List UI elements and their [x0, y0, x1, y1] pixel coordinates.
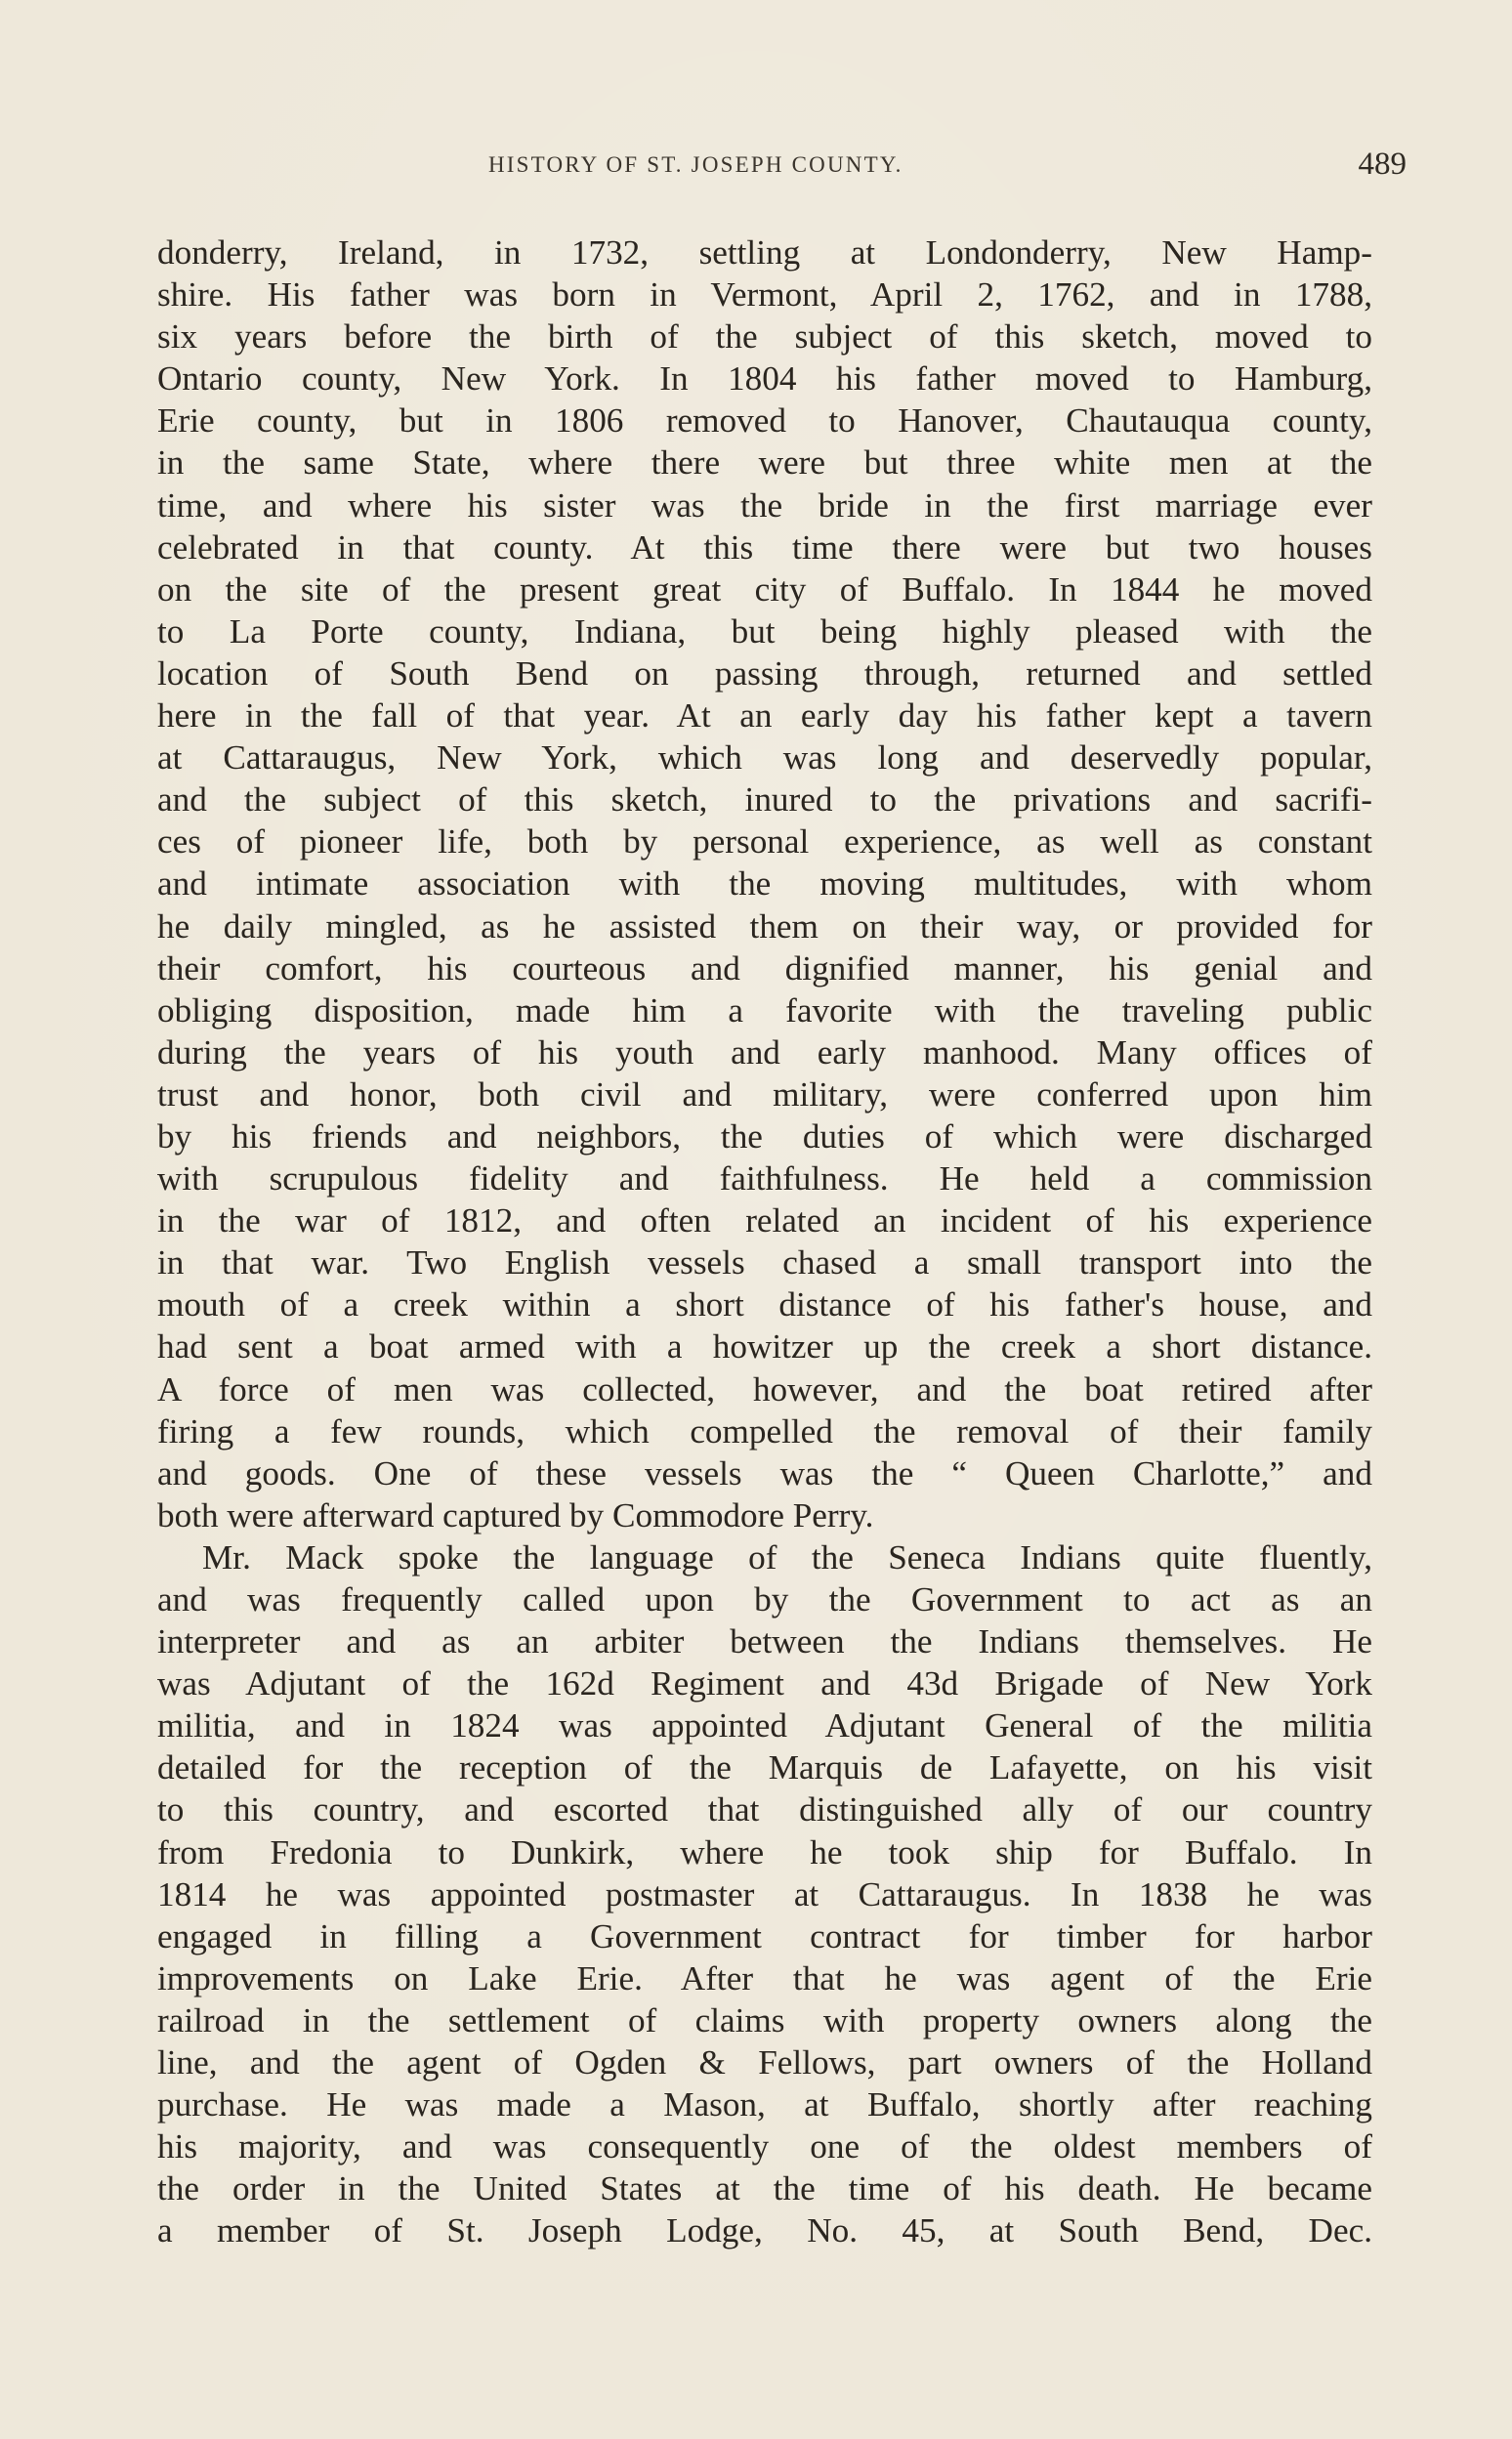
text-line: Ontario county, New York. In 1804 his father moved to Hamburg, — [157, 359, 1372, 399]
text-line: mouth of a creek within a short distance of his father's house, and — [157, 1285, 1372, 1325]
text-line: had sent a boat armed with a howitzer up the creek a short distance. — [157, 1327, 1372, 1367]
text-line: in that war. Two English vessels chased a small transport into the — [157, 1243, 1372, 1283]
text-line: detailed for the reception of the Marquis de Lafayette, on his visit — [157, 1748, 1372, 1787]
text-line: ces of pioneer life, both by personal experience, as well as constant — [157, 822, 1372, 862]
running-head: HISTORY OF ST. JOSEPH COUNTY. — [488, 152, 903, 177]
text-line: purchase. He was made a Mason, at Buffalo, shortly after reaching — [157, 2085, 1372, 2124]
text-line: the order in the United States at the time of his death. He became — [157, 2169, 1372, 2208]
text-line: time, and where his sister was the bride in the first marriage ever — [157, 485, 1372, 525]
text-line: Erie county, but in 1806 removed to Hanover, Chautauqua county, — [157, 401, 1372, 441]
body-text — [157, 231, 1372, 2252]
text-line: donderry, Ireland, in 1732, settling at Londonderry, New Hamp- — [157, 233, 1372, 272]
text-line: railroad in the settlement of claims with property owners along the — [157, 2000, 1372, 2040]
page-number: 489 — [1358, 147, 1407, 182]
text-line: his majority, and was consequently one of the oldest members of — [157, 2127, 1372, 2166]
text-line: celebrated in that county. At this time there were but two houses — [157, 527, 1372, 567]
text-line: their comfort, his courteous and dignified manner, his genial and — [157, 948, 1372, 988]
text-line: Mr. Mack spoke the language of the Seneca Indians quite fluently, — [202, 1537, 1372, 1577]
text-line: and intimate association with the moving multitudes, with whom — [157, 864, 1372, 904]
text-line: to La Porte county, Indiana, but being highly pleased with the — [157, 611, 1372, 651]
text-line: was Adjutant of the 162d Regiment and 43d Brigade of New York — [157, 1664, 1372, 1703]
text-line: six years before the birth of the subject of this sketch, moved to — [157, 317, 1372, 357]
text-line: improvements on Lake Erie. After that he was agent of the Erie — [157, 1958, 1372, 1997]
text-line: a member of St. Joseph Lodge, No. 45, at South Bend, Dec. — [157, 2211, 1372, 2250]
text-line: with scrupulous fidelity and faithfulness. He held a commission — [157, 1159, 1372, 1198]
text-line: obliging disposition, made him a favorite with the traveling public — [157, 990, 1372, 1030]
text-line: and goods. One of these vessels was the “ Queen Charlotte,” and — [157, 1453, 1372, 1493]
text-line: at Cattaraugus, New York, which was long and deservedly popular, — [157, 738, 1372, 778]
text-line: during the years of his youth and early manhood. Many offices of — [157, 1032, 1372, 1072]
text-line: engaged in filling a Government contract for timber for harbor — [157, 1916, 1372, 1955]
text-line: on the site of the present great city of Buffalo. In 1844 he moved — [157, 569, 1372, 609]
text-line: trust and honor, both civil and military, were conferred upon him — [157, 1074, 1372, 1114]
text-line: by his friends and neighbors, the duties of which were discharged — [157, 1116, 1372, 1156]
text-line: militia, and in 1824 was appointed Adjutant General of the militia — [157, 1706, 1372, 1745]
text-line: 1814 he was appointed postmaster at Cattaraugus. In 1838 he was — [157, 1874, 1372, 1913]
text-line: line, and the agent of Ogden & Fellows, part owners of the Holland — [157, 2043, 1372, 2082]
text-line: from Fredonia to Dunkirk, where he took ship for Buffalo. In — [157, 1832, 1372, 1871]
text-line: A force of men was collected, however, and the boat retired after — [157, 1369, 1372, 1409]
text-line: and was frequently called upon by the Government to act as an — [157, 1580, 1372, 1619]
text-line: firing a few rounds, which compelled the removal of their family — [157, 1411, 1372, 1451]
text-line: in the war of 1812, and often related an incident of his experience — [157, 1201, 1372, 1241]
text-line: interpreter and as an arbiter between the Indians themselves. He — [157, 1622, 1372, 1661]
text-line: here in the fall of that year. At an early day his father kept a tavern — [157, 696, 1372, 736]
text-line: to this country, and escorted that distinguished ally of our country — [157, 1790, 1372, 1829]
text-line: shire. His father was born in Vermont, April 2, 1762, and in 1788, — [157, 275, 1372, 315]
text-line: he daily mingled, as he assisted them on their way, or provided for — [157, 906, 1372, 946]
text-line: both were afterward captured by Commodore Perry. — [157, 1495, 874, 1535]
text-line: location of South Bend on passing through, returned and settled — [157, 653, 1372, 693]
text-line: in the same State, where there were but three white men at the — [157, 443, 1372, 483]
page-header — [488, 147, 1407, 191]
text-line: and the subject of this sketch, inured to the privations and sacrifi- — [157, 780, 1372, 820]
